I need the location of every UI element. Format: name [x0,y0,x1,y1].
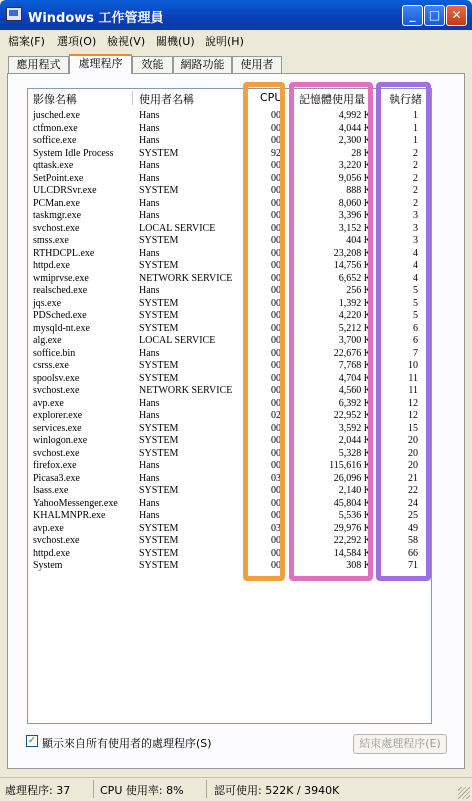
process-name: KHALMNPR.exe [33,510,106,521]
process-threads: 2 [413,147,418,159]
process-threads: 3 [413,222,418,234]
menu-options[interactable]: 選項(O) [57,35,97,48]
process-threads: 4 [413,247,418,259]
process-threads: 58 [408,535,418,546]
process-name: jqs.exe [33,297,62,309]
process-name: wmiprvse.exe [33,272,89,284]
process-memory: 5,328 K [338,447,371,459]
process-user: SYSTEM [139,360,179,371]
process-cpu: 92 [271,147,281,159]
process-memory: 2,140 K [338,485,371,496]
process-cpu: 00 [271,422,281,434]
tab-processes[interactable]: 處理程序 [69,54,132,74]
threads-column-highlight [376,82,431,581]
process-user: SYSTEM [139,235,179,246]
process-threads: 3 [413,235,418,246]
process-cpu: 00 [271,510,281,521]
process-cpu: 00 [271,347,281,359]
process-cpu: 02 [271,410,281,421]
process-name: lsass.exe [33,485,69,496]
process-user: Hans [139,497,160,509]
process-threads: 4 [413,260,418,271]
process-cpu: 00 [271,497,281,509]
process-user: Hans [139,397,160,409]
process-name: YahooMessenger.exe [33,497,118,509]
process-name: realsched.exe [33,285,88,296]
title-bar[interactable] [0,0,472,30]
process-user: LOCAL SERVICE [139,335,216,346]
process-threads: 12 [408,397,418,409]
process-memory: 256 K [346,285,371,296]
column-divider[interactable] [132,91,133,105]
process-user: Hans [139,110,160,121]
process-name: explorer.exe [33,410,83,421]
process-user: SYSTEM [139,485,179,496]
process-memory: 4,992 K [338,110,371,121]
process-memory: 115,616 K [329,460,371,471]
column-header-cpu[interactable]: CPU [260,91,283,104]
process-memory: 14,756 K [333,260,371,271]
process-threads: 2 [413,160,418,171]
process-threads: 6 [413,335,418,346]
process-user: NETWORK SERVICE [139,272,233,284]
process-memory: 4,220 K [338,310,371,321]
process-user: Hans [139,135,160,146]
process-cpu: 00 [271,385,281,396]
process-memory: 404 K [346,235,371,246]
process-name: svchost.exe [33,385,80,396]
tab-networking[interactable]: 網路功能 [173,56,232,73]
process-memory: 23,208 K [333,247,371,259]
status-cpu-usage: CPU 使用率: 8% [100,784,184,797]
process-user: Hans [139,160,160,171]
tab-applications[interactable]: 應用程式 [8,56,69,73]
process-name: qttask.exe [33,160,74,171]
process-name: PCMan.exe [33,197,80,209]
process-cpu: 00 [271,222,281,234]
process-name: svchost.exe [33,222,80,234]
process-name: ctfmon.exe [33,122,78,134]
process-cpu: 00 [271,260,281,271]
process-name: services.exe [33,422,82,434]
process-user: SYSTEM [139,322,179,334]
process-name: ULCDRSvr.exe [33,185,97,196]
maximize-button[interactable]: □ [424,5,445,26]
process-memory: 1,392 K [338,297,371,309]
process-memory: 22,952 K [333,410,371,421]
process-threads: 11 [408,372,418,384]
process-memory: 3,396 K [338,210,371,221]
memory-column-highlight [289,82,373,581]
process-user: SYSTEM [139,147,179,159]
task-manager-icon [6,7,22,21]
resize-grip[interactable] [458,787,470,799]
process-user: SYSTEM [139,560,179,571]
process-name: RTHDCPL.exe [33,247,95,259]
process-cpu: 00 [271,322,281,334]
process-threads: 2 [413,172,418,184]
process-threads: 2 [413,197,418,209]
process-threads: 4 [413,272,418,284]
process-threads: 49 [408,522,418,534]
process-name: svchost.exe [33,447,80,459]
process-name: avp.exe [33,397,64,409]
process-memory: 3,220 K [338,160,371,171]
process-memory: 5,212 K [338,322,371,334]
process-cpu: 00 [271,335,281,346]
process-user: Hans [139,197,160,209]
process-name: spoolsv.exe [33,372,80,384]
process-memory: 3,152 K [338,222,371,234]
process-memory: 4,560 K [338,385,371,396]
process-threads: 12 [408,410,418,421]
process-user: Hans [139,122,160,134]
menu-file[interactable]: 檔案(F) [8,35,45,48]
process-name: httpd.exe [33,260,70,271]
process-name: svchost.exe [33,535,80,546]
column-header-image-name[interactable]: 影像名稱 [33,93,77,106]
close-button[interactable]: ✕ [446,5,467,26]
process-memory: 8,060 K [338,197,371,209]
process-threads: 20 [408,447,418,459]
process-cpu: 00 [271,435,281,446]
process-cpu: 00 [271,460,281,471]
process-cpu: 00 [271,360,281,371]
process-threads: 1 [413,110,418,121]
process-name: soffice.bin [33,347,76,359]
process-cpu: 00 [271,310,281,321]
process-threads: 1 [413,122,418,134]
process-user: NETWORK SERVICE [139,385,233,396]
process-user: SYSTEM [139,185,179,196]
process-threads: 2 [413,185,418,196]
process-name: jusched.exe [33,110,80,121]
process-threads: 20 [408,435,418,446]
process-memory: 6,392 K [338,397,371,409]
process-cpu: 03 [271,522,281,534]
process-memory: 7,768 K [338,360,371,371]
process-cpu: 00 [271,210,281,221]
status-divider [93,780,94,798]
process-user: SYSTEM [139,372,179,384]
process-threads: 11 [408,385,418,396]
process-threads: 1 [413,135,418,146]
process-threads: 71 [408,560,418,571]
process-cpu: 00 [271,235,281,246]
process-name: csrss.exe [33,360,69,371]
process-cpu: 00 [271,297,281,309]
column-header-threads[interactable]: 執行緒 [389,93,422,106]
process-user: Hans [139,410,160,421]
process-memory: 4,704 K [338,372,371,384]
process-user: SYSTEM [139,522,179,534]
process-threads: 24 [408,497,418,509]
process-cpu: 00 [271,535,281,546]
process-user: SYSTEM [139,435,179,446]
process-cpu: 00 [271,447,281,459]
process-user: Hans [139,460,160,471]
process-user: SYSTEM [139,297,179,309]
process-user: Hans [139,510,160,521]
process-name: Picasa3.exe [33,472,80,484]
process-threads: 5 [413,297,418,309]
process-memory: 2,044 K [338,435,371,446]
process-threads: 25 [408,510,418,521]
process-name: System Idle Process [33,147,114,159]
menu-view[interactable]: 檢視(V) [107,35,146,48]
process-name: taskmgr.exe [33,210,82,221]
status-bar [0,777,472,801]
process-threads: 21 [408,472,418,484]
process-threads: 5 [413,310,418,321]
process-memory: 2,300 K [338,135,371,146]
process-cpu: 00 [271,547,281,559]
process-memory: 22,676 K [333,347,371,359]
end-process-button[interactable]: 結束處理程序(E) [353,734,447,754]
process-cpu: 00 [271,372,281,384]
process-user: SYSTEM [139,447,179,459]
process-memory: 3,700 K [338,335,371,346]
process-cpu: 03 [271,472,281,484]
process-memory: 888 K [346,185,371,196]
process-cpu: 00 [271,185,281,196]
menu-help[interactable]: 說明(H) [205,35,244,48]
process-threads: 6 [413,322,418,334]
process-user: SYSTEM [139,422,179,434]
menu-bar [0,30,472,50]
process-cpu: 00 [271,397,281,409]
process-user: Hans [139,347,160,359]
process-user: Hans [139,247,160,259]
process-name: System [33,560,63,571]
window-title: Windows 工作管理員 [28,11,164,26]
process-cpu: 00 [271,560,281,571]
process-user: SYSTEM [139,260,179,271]
cpu-column-highlight [243,82,285,581]
process-name: winlogon.exe [33,435,88,446]
process-cpu: 00 [271,110,281,121]
process-cpu: 00 [271,197,281,209]
process-name: mysqld-nt.exe [33,322,90,334]
process-memory: 26,096 K [333,472,371,484]
process-memory: 45,804 K [333,497,371,509]
process-name: soffice.exe [33,135,77,146]
column-header-user-name[interactable]: 使用者名稱 [139,93,194,106]
process-threads: 10 [408,360,418,371]
process-memory: 4,044 K [338,122,371,134]
process-user: Hans [139,172,160,184]
process-memory: 14,584 K [333,547,371,559]
process-memory: 29,976 K [333,522,371,534]
process-threads: 22 [408,485,418,496]
process-cpu: 00 [271,135,281,146]
process-name: PDSched.exe [33,310,87,321]
process-cpu: 00 [271,160,281,171]
tab-performance[interactable]: 效能 [132,56,173,73]
process-cpu: 00 [271,272,281,284]
minimize-button[interactable]: _ [402,5,423,26]
process-name: avp.exe [33,522,64,534]
process-memory: 3,592 K [338,422,371,434]
process-memory: 22,292 K [333,535,371,546]
tab-users[interactable]: 使用者 [232,56,282,73]
menu-shutdown[interactable]: 關機(U) [156,35,195,48]
process-memory: 28 K [351,147,371,159]
process-user: Hans [139,285,160,296]
process-name: smss.exe [33,235,69,246]
process-memory: 5,536 K [338,510,371,521]
process-threads: 5 [413,285,418,296]
process-user: SYSTEM [139,547,179,559]
process-user: Hans [139,210,160,221]
process-memory: 308 K [346,560,371,571]
process-memory: 9,056 K [338,172,371,184]
process-cpu: 00 [271,122,281,134]
process-user: SYSTEM [139,310,179,321]
process-cpu: 00 [271,247,281,259]
status-commit-charge: 認可使用: 522K / 3940K [214,784,340,797]
status-process-count: 處理程序: 37 [5,784,71,797]
process-name: alg.exe [33,335,62,346]
process-name: httpd.exe [33,547,70,559]
status-divider [206,780,207,798]
process-cpu: 00 [271,172,281,184]
process-cpu: 00 [271,485,281,496]
process-user: SYSTEM [139,535,179,546]
process-threads: 20 [408,460,418,471]
process-user: LOCAL SERVICE [139,222,216,234]
process-cpu: 00 [271,285,281,296]
column-header-memory[interactable]: 記憶體使用量 [299,93,365,106]
process-name: firefox.exe [33,460,77,471]
process-name: SetPoint.exe [33,172,84,184]
show-all-users-checkbox[interactable]: ✓ [27,735,37,746]
show-all-users-label[interactable]: 顯示來自所有使用者的處理程序(S) [42,737,212,750]
process-threads: 3 [413,210,418,221]
process-threads: 66 [408,547,418,559]
process-threads: 15 [408,422,418,434]
process-threads: 7 [413,347,418,359]
process-memory: 6,652 K [338,272,371,284]
process-user: Hans [139,472,160,484]
